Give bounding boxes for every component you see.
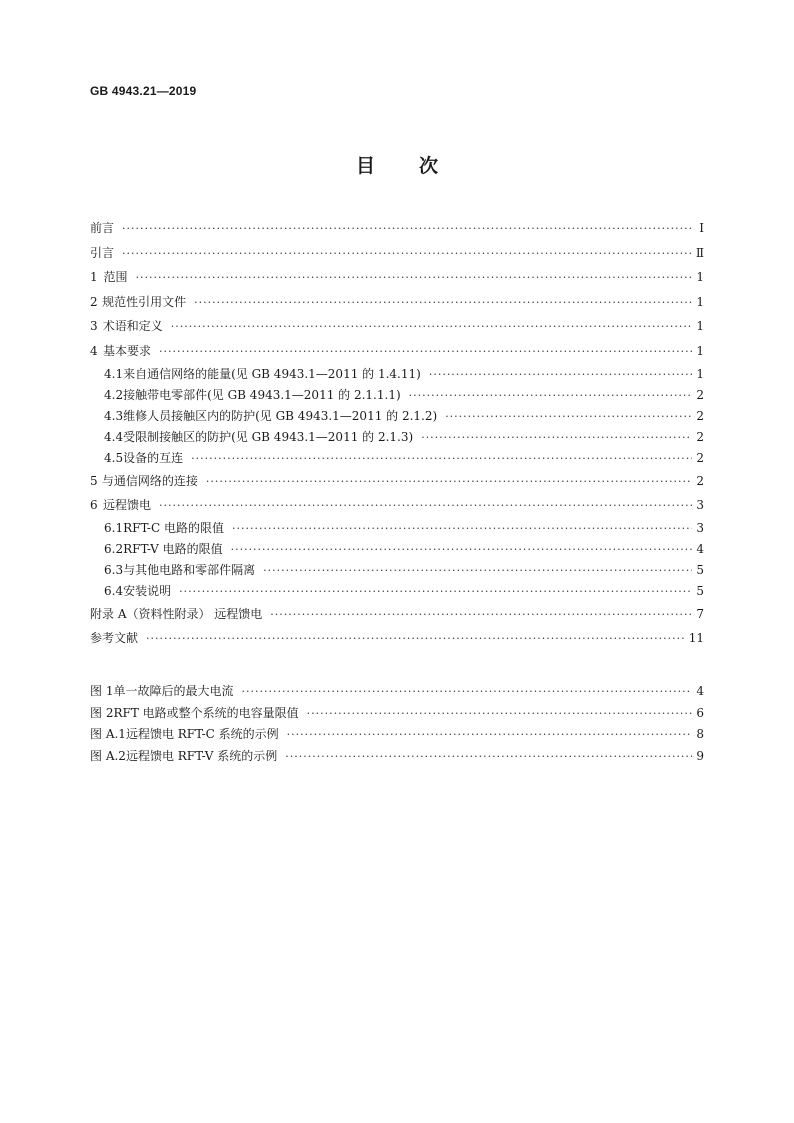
toc-entry-introduction[interactable]: [90, 241, 704, 266]
toc-entry-page: 3: [696, 520, 704, 535]
toc-entry-page: 1: [696, 270, 704, 285]
toc-entry-number: 6.1: [104, 520, 124, 535]
figure-entry-label: 远程馈电 RFT-V 系统的示例: [125, 748, 278, 763]
toc-entry-4-4[interactable]: [90, 427, 704, 448]
dot-leader: [159, 494, 692, 519]
dot-leader: [206, 470, 693, 495]
figure-entry-page: 4: [696, 684, 704, 698]
page-title: [0, 151, 794, 178]
figure-entry-page: 6: [696, 705, 704, 720]
table-of-contents: [90, 216, 704, 651]
list-of-figures: [90, 681, 704, 767]
toc-entry-label: 远程馈电: [102, 498, 151, 513]
toc-entry-number: 5: [90, 473, 98, 488]
title-char-right: 次: [419, 155, 439, 177]
toc-entry-number: 4.1: [104, 366, 124, 381]
dot-leader: [159, 340, 692, 365]
toc-entry-2[interactable]: [90, 290, 704, 315]
toc-entry-4-5[interactable]: [90, 448, 704, 469]
toc-entry-bibliography[interactable]: [90, 626, 704, 651]
toc-entry-page: 3: [696, 498, 704, 513]
toc-entry-page: 2: [696, 408, 704, 423]
toc-entry-label: RFT-V 电路的限值: [123, 541, 223, 556]
figure-entry-label: RFT 电路或整个系统的电容量限值: [113, 705, 299, 720]
toc-entry-page: 5: [696, 583, 704, 598]
toc-entry-number: 4.4: [104, 429, 124, 444]
dot-leader: [241, 681, 692, 703]
toc-entry-6-1[interactable]: [90, 518, 704, 539]
dot-leader: [287, 724, 693, 746]
dot-leader: [146, 627, 685, 652]
toc-entry-label: 基本要求: [102, 343, 151, 358]
toc-entry-page: 2: [696, 429, 704, 444]
figure-entry-page: 8: [696, 727, 704, 742]
toc-entry-label: 设备的互连: [123, 450, 184, 465]
figure-entry-number: 图 2: [90, 705, 114, 720]
toc-entry-number: 4.3: [104, 408, 124, 423]
dot-leader: [445, 406, 692, 427]
dot-leader: [122, 217, 694, 242]
figure-entry-number: 图 A.2: [90, 748, 126, 763]
toc-entry-4-2[interactable]: [90, 385, 704, 406]
toc-entry-5[interactable]: [90, 469, 704, 494]
toc-entry-number: 6.2: [104, 541, 124, 556]
toc-entry-page: 1: [696, 294, 704, 309]
toc-entry-3[interactable]: [90, 314, 704, 339]
toc-entry-number: 6.3: [104, 562, 124, 577]
dot-leader: [191, 448, 692, 469]
toc-entry-label: 范围: [103, 270, 128, 285]
toc-entry-page: 2: [696, 450, 704, 465]
standard-code: GB 4943.21—2019: [90, 84, 197, 98]
toc-entry-label: 与通信网络的连接: [101, 473, 198, 488]
toc-entry-4[interactable]: [90, 339, 704, 364]
figure-entry-number: 图 1: [90, 684, 114, 698]
figure-entry-label: 单一故障后的最大电流: [113, 684, 234, 698]
toc-entry-number: 4: [90, 343, 98, 358]
toc-entry-page: 2: [696, 387, 704, 402]
figure-entry-a1[interactable]: [90, 724, 704, 746]
dot-leader: [232, 518, 692, 539]
toc-entry-label: 参考文献: [90, 631, 139, 646]
toc-entry-page: 4: [696, 541, 704, 556]
toc-entry-4-3[interactable]: [90, 406, 704, 427]
dot-leader: [179, 581, 692, 602]
dot-leader: [421, 427, 692, 448]
toc-entry-1[interactable]: [90, 265, 704, 290]
dot-leader: [171, 315, 693, 340]
toc-entry-number: 2: [90, 294, 98, 309]
toc-entry-page: 1: [696, 319, 704, 334]
figure-entry-a2[interactable]: [90, 746, 704, 768]
figure-entry-page: 9: [696, 748, 704, 763]
dot-leader: [122, 242, 692, 267]
toc-entry-6-4[interactable]: [90, 581, 704, 602]
toc-entry-page: Ⅰ: [699, 221, 704, 235]
dot-leader: [429, 364, 693, 385]
toc-entry-annex-a[interactable]: [90, 602, 704, 627]
figure-entry-label: 远程馈电 RFT-C 系统的示例: [125, 727, 279, 742]
toc-entry-label: 与其他电路和零部件隔离: [123, 562, 256, 577]
dot-leader: [263, 560, 692, 581]
toc-entry-label: 引言: [90, 245, 115, 260]
toc-entry-number: 4.2: [104, 387, 124, 402]
toc-entry-label: 维修人员接触区内的防护(见 GB 4943.1—2011 的 2.1.2): [123, 408, 438, 423]
toc-entry-label: 来自通信网络的能量(见 GB 4943.1—2011 的 1.4.11): [123, 366, 421, 381]
toc-entry-6[interactable]: [90, 493, 704, 518]
toc-entry-label: 规范性引用文件: [102, 294, 187, 309]
toc-entry-6-3[interactable]: [90, 560, 704, 581]
figure-entry-2[interactable]: [90, 703, 704, 725]
toc-entry-page: 5: [696, 562, 704, 577]
dot-leader: [136, 266, 693, 291]
toc-entry-page: 11: [688, 631, 704, 646]
toc-entry-6-2[interactable]: [90, 539, 704, 560]
toc-entry-4-1[interactable]: [90, 364, 704, 385]
toc-entry-label: 术语和定义: [102, 319, 163, 334]
toc-entry-page: 1: [696, 366, 704, 381]
toc-entry-label: 接触带电零部件(见 GB 4943.1—2011 的 2.1.1.1): [123, 387, 401, 402]
toc-entry-label: 附录 A（资料性附录） 远程馈电: [90, 606, 263, 621]
dot-leader: [231, 539, 693, 560]
toc-entry-label: 受限制接触区的防护(见 GB 4943.1—2011 的 2.1.3): [123, 429, 414, 444]
toc-entry-number: 6: [90, 498, 98, 513]
toc-entry-number: 4.5: [104, 450, 124, 465]
toc-entry-page: Ⅱ: [695, 245, 704, 260]
dot-leader: [409, 385, 693, 406]
toc-entry-label: 安装说明: [123, 583, 172, 598]
toc-entry-label: RFT-C 电路的限值: [123, 520, 224, 535]
toc-entry-page: 2: [696, 473, 704, 488]
toc-entry-number: 1: [90, 270, 98, 285]
toc-entry-page: 1: [696, 343, 704, 358]
toc-entry-label: 前言: [90, 221, 115, 235]
dot-leader: [307, 703, 693, 725]
title-char-left: 目: [355, 155, 375, 177]
dot-leader: [270, 603, 692, 628]
figure-entry-number: 图 A.1: [90, 727, 126, 742]
toc-entry-number: 6.4: [104, 583, 124, 598]
toc-entry-foreword[interactable]: [90, 216, 704, 241]
dot-leader: [285, 746, 692, 768]
toc-entry-page: 7: [696, 606, 704, 621]
dot-leader: [194, 291, 692, 316]
figure-entry-1[interactable]: [90, 681, 704, 703]
toc-entry-number: 3: [90, 319, 98, 334]
